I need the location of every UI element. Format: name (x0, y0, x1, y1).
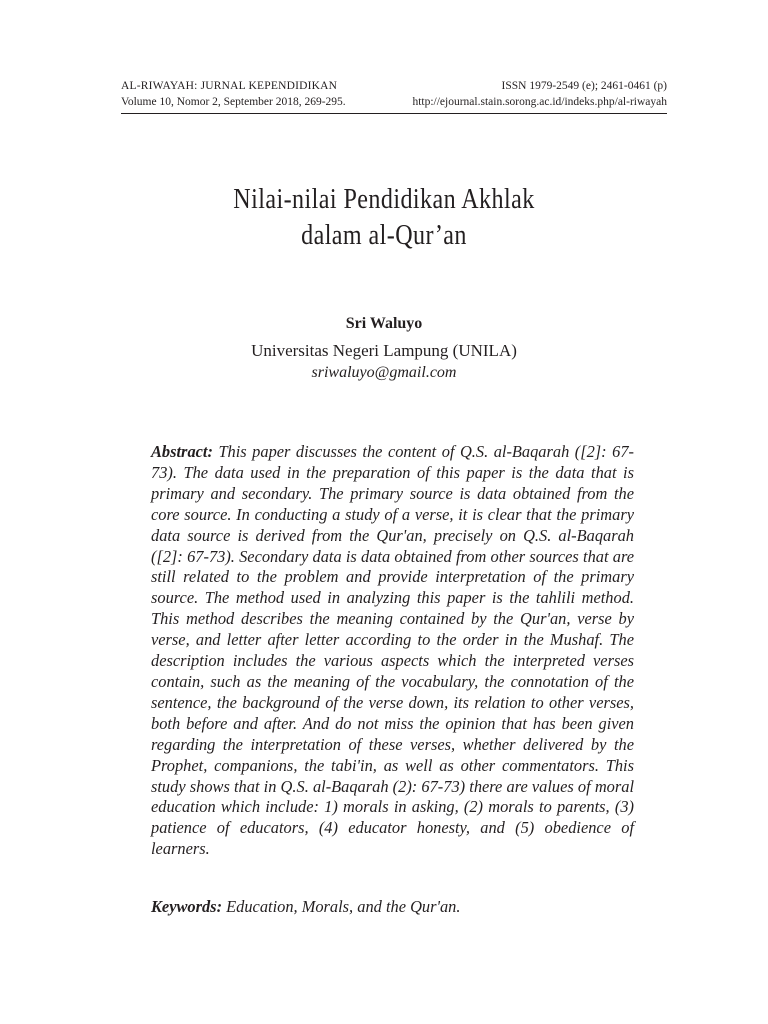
article-title (54, 182, 714, 254)
keywords (151, 896, 634, 917)
author-email[interactable]: sriwaluyo@gmail.com (311, 364, 457, 381)
running-head-row-2 (121, 94, 667, 110)
journal-name: AL-RIWAYAH: JURNAL KEPENDIDIKAN (121, 80, 338, 92)
running-head-row-1 (121, 78, 667, 94)
keywords-label: Keywords: (151, 897, 223, 916)
keywords-text: Education, Morals, and the Qur'an. (226, 897, 461, 916)
title-line-1: Nilai-nilai Pendidikan Akhlak (233, 184, 535, 215)
abstract-text: This paper discusses the content of Q.S. al-Baqarah ([2]: 67-73). The data used in the preparation of this paper is the data that is primary and secondary. The primary source is data obtained from the core source. In conducting a study of a verse, it is clear that the primary data source is derived from the Qur'an, precisely on Q.S. al-Baqarah ([2]: 67-73). Secondary data is data obtained from other sources that are still related to the problem and provide interpretation of the primary source. The method used in analyzing this paper is the tahlili method. This method describes the meaning contained by the Qur'an, verse by verse, and letter after letter according to the order in the Mushaf. The description includes the various aspects which the interpreted verses contain, such as the meaning of the vocabulary, the connotation of the sentence, the background of the verse down, its relation to other verses, both before and after. And do not miss the opinion that has been given regarding the interpretation of these verses, whether delivered by the Prophet, companions, the tabi'in, as well as other commentators. This study shows that in Q.S. al-Baqarah (2): 67-73) there are values of moral education which include: 1) morals in asking, (2) morals to parents, (3) patience of educators, (4) educator honesty, and (5) obedience of learners. (151, 442, 634, 859)
abstract-label: Abstract: (151, 442, 213, 461)
author-name: Sri Waluyo (345, 315, 423, 332)
header-rule (121, 113, 667, 114)
title-line-2: dalam al-Qur’an (301, 220, 467, 251)
author-affiliation: Universitas Negeri Lampung (UNILA) (251, 341, 517, 360)
journal-url[interactable]: http://ejournal.stain.sorong.ac.id/indeks.php/al-riwayah (412, 96, 667, 108)
abstract (151, 442, 634, 860)
author-block (0, 312, 768, 384)
issn: ISSN 1979-2549 (e); 2461-0461 (p) (501, 80, 667, 92)
running-head (121, 78, 667, 110)
volume-info: Volume 10, Nomor 2, September 2018, 269-295. (121, 96, 346, 108)
